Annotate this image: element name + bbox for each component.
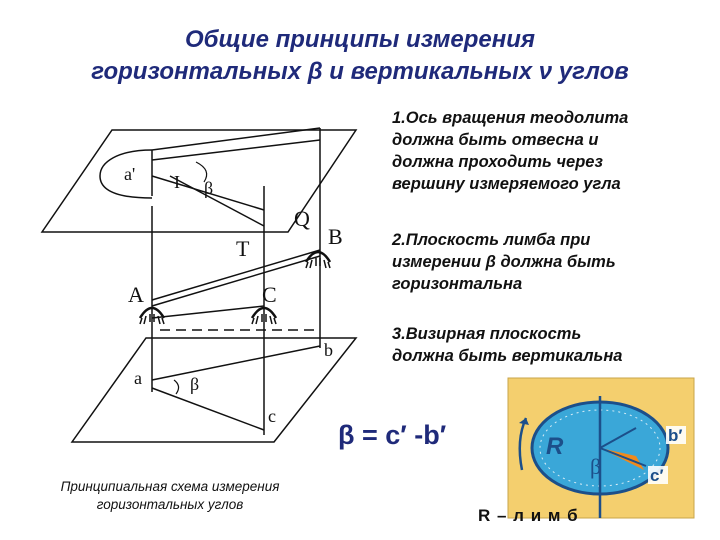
principle-1-line-2: должна быть отвесна и (392, 131, 599, 149)
label-C: C (262, 282, 277, 307)
principle-1-line-4: вершину измеряемого угла (392, 175, 621, 193)
label-a-prime: a' (124, 164, 136, 184)
principle-1 (392, 107, 702, 195)
label-beta-bottom: β (190, 374, 200, 394)
limb-label-c-prime: c′ (650, 466, 664, 485)
line-a-b-lower (152, 346, 320, 380)
limb-label-beta: β (590, 454, 602, 479)
label-I: I (174, 172, 180, 192)
target-b-icon (306, 252, 330, 268)
principle-3-line-2: должна быть вертикальна (392, 347, 623, 365)
principle-1-line-1: 1.Ось вращения теодолита (392, 109, 629, 127)
label-Q: Q (294, 206, 310, 231)
title-line-1: Общие принципы измерения (184, 26, 536, 53)
lower-plane (72, 338, 356, 442)
angle-formula: β = c′ -b′ (338, 420, 447, 450)
label-A: A (128, 282, 144, 307)
label-beta-top: β (204, 178, 214, 198)
principle-3 (392, 323, 702, 367)
limb-illustration (508, 378, 694, 518)
limb-label-R: R (546, 433, 564, 460)
principle-2-line-1: 2.Плоскость лимба при (392, 231, 591, 249)
limb-label-b-prime: b′ (668, 426, 683, 445)
caption-line-2: горизонтальных углов (96, 497, 244, 512)
principle-2-line-2: измерении β должна быть (392, 253, 616, 271)
top-line-to-b (152, 128, 320, 150)
label-T: T (236, 236, 250, 261)
line-a-c (152, 306, 264, 318)
label-a: a (134, 368, 142, 388)
principle-3-line-1: 3.Визирная плоскость (392, 325, 582, 343)
line-a-c-lower (152, 388, 264, 430)
label-b: b (324, 340, 333, 360)
principle-2-line-3: горизонтальна (392, 275, 523, 293)
limb-caption: R – л и м б (478, 506, 579, 525)
label-c: c (268, 406, 276, 426)
principle-2 (392, 229, 702, 295)
label-B: B (328, 224, 343, 249)
title-line-2: горизонтальных β и вертикальных ν углов (91, 58, 629, 85)
principle-1-line-3: должна проходить через (392, 153, 603, 171)
caption-line-1: Принципиальная схема измерения (60, 479, 280, 494)
